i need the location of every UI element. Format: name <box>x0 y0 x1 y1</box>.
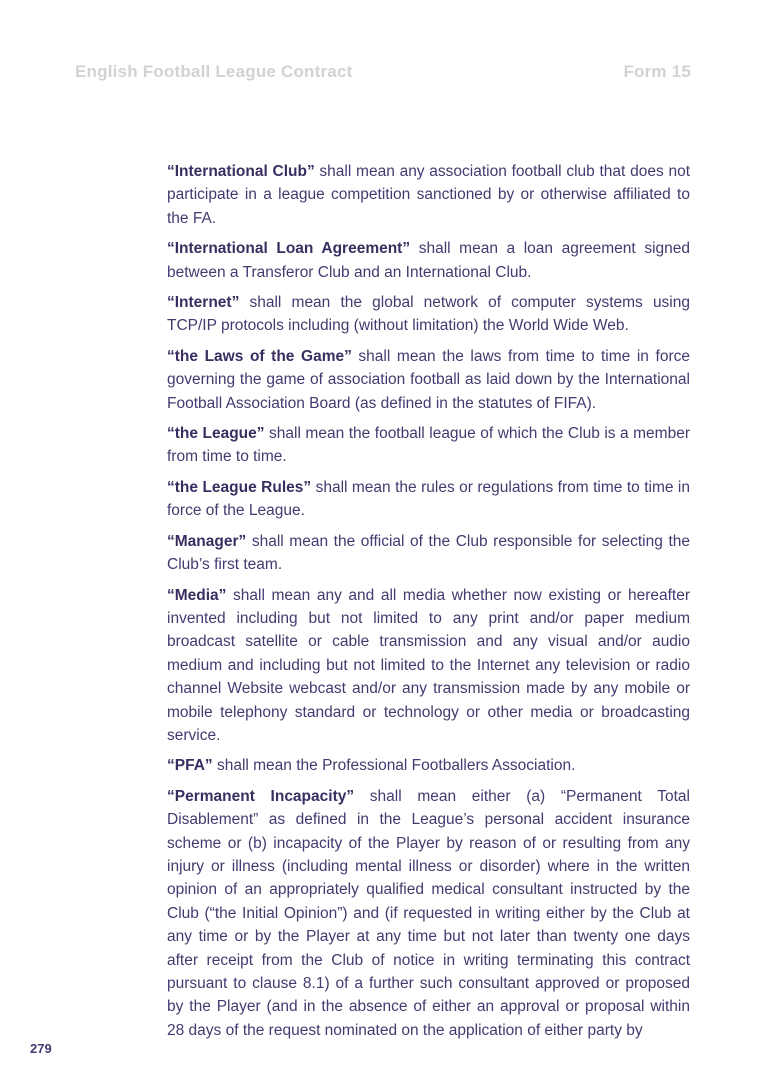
definition-paragraph <box>167 584 690 748</box>
defined-term: “International Loan Agreement” <box>167 240 411 258</box>
definition-text: shall mean the global network of computer systems using TCP/IP protocols including (without limitation) the World Wide Web. <box>167 294 690 335</box>
definition-paragraph <box>167 476 690 523</box>
page-header <box>75 62 691 82</box>
definition-paragraph <box>167 754 690 777</box>
definition-paragraph <box>167 237 690 284</box>
defined-term: “Media” <box>167 586 227 604</box>
definition-paragraph <box>167 422 690 469</box>
definition-paragraph <box>167 530 690 577</box>
definition-text: shall mean the football league of which the Club is a member from time to time. <box>167 425 690 466</box>
defined-term: “the Laws of the Game” <box>167 347 352 365</box>
definition-text: shall mean the Professional Footballers Association. <box>212 757 576 775</box>
document-title: English Football League Contract <box>75 62 353 81</box>
definition-text: shall mean a loan agreement signed between a Transferor Club and an International Club. <box>167 240 690 281</box>
defined-term: “Internet” <box>167 294 240 312</box>
defined-term: “PFA” <box>167 757 213 775</box>
definition-text: shall mean any association football club that does not participate in a league competition sanctioned by or otherwise affiliated to the FA. <box>167 163 690 227</box>
defined-term: “the League Rules” <box>167 478 312 496</box>
definitions-body <box>167 160 690 1049</box>
definition-text: shall mean the official of the Club responsible for selecting the Club’s first team. <box>167 532 690 574</box>
definition-text: shall mean any and all media whether now existing or hereafter invented including but not limited to any print and/or paper medium broadcast satellite or cable transmission and any visual and/or audio medium and including but not limited to the Internet any television or radio channel Website webcast and/or any transmission made by any mobile or mobile telephony standard or technology or other media or broadcasting service. <box>167 586 690 744</box>
page-number: 279 <box>30 1041 52 1056</box>
defined-term: “Manager” <box>167 532 247 550</box>
defined-term: “Permanent Incapacity” <box>167 787 355 805</box>
definition-text: shall mean either (a) “Permanent Total Disablement” as defined in the League’s personal accident insurance scheme or (b) incapacity of the Player by reason of or resulting from any injury or illness (including mental illness or disorder) where in the written opinion of an appropriately qualified medical consultant instructed by the Club (“the Initial Opinion”) and (if requested in writing either by the Club at any time or by the Player at any time but not later than twenty one days after receipt from the Club of notice in writing terminating this contract pursuant to clause 8.1) of a further such consultant approved or proposed by the Player (and in the absence of either an approval or proposal within 28 days of the request nominated on the application of either party by <box>167 787 690 1039</box>
definition-paragraph <box>167 291 690 338</box>
defined-term: “the League” <box>167 425 265 443</box>
definition-text: shall mean the rules or regulations from time to time in force of the League. <box>167 478 690 520</box>
definition-paragraph <box>167 160 690 230</box>
form-number-label: Form 15 <box>623 62 691 81</box>
definition-paragraph <box>167 345 690 415</box>
definition-text: shall mean the laws from time to time in force governing the game of association football as laid down by the International Football Association Board (as defined in the statutes of FIFA). <box>167 347 690 412</box>
defined-term: “International Club” <box>167 163 315 180</box>
definition-paragraph <box>167 785 690 1042</box>
